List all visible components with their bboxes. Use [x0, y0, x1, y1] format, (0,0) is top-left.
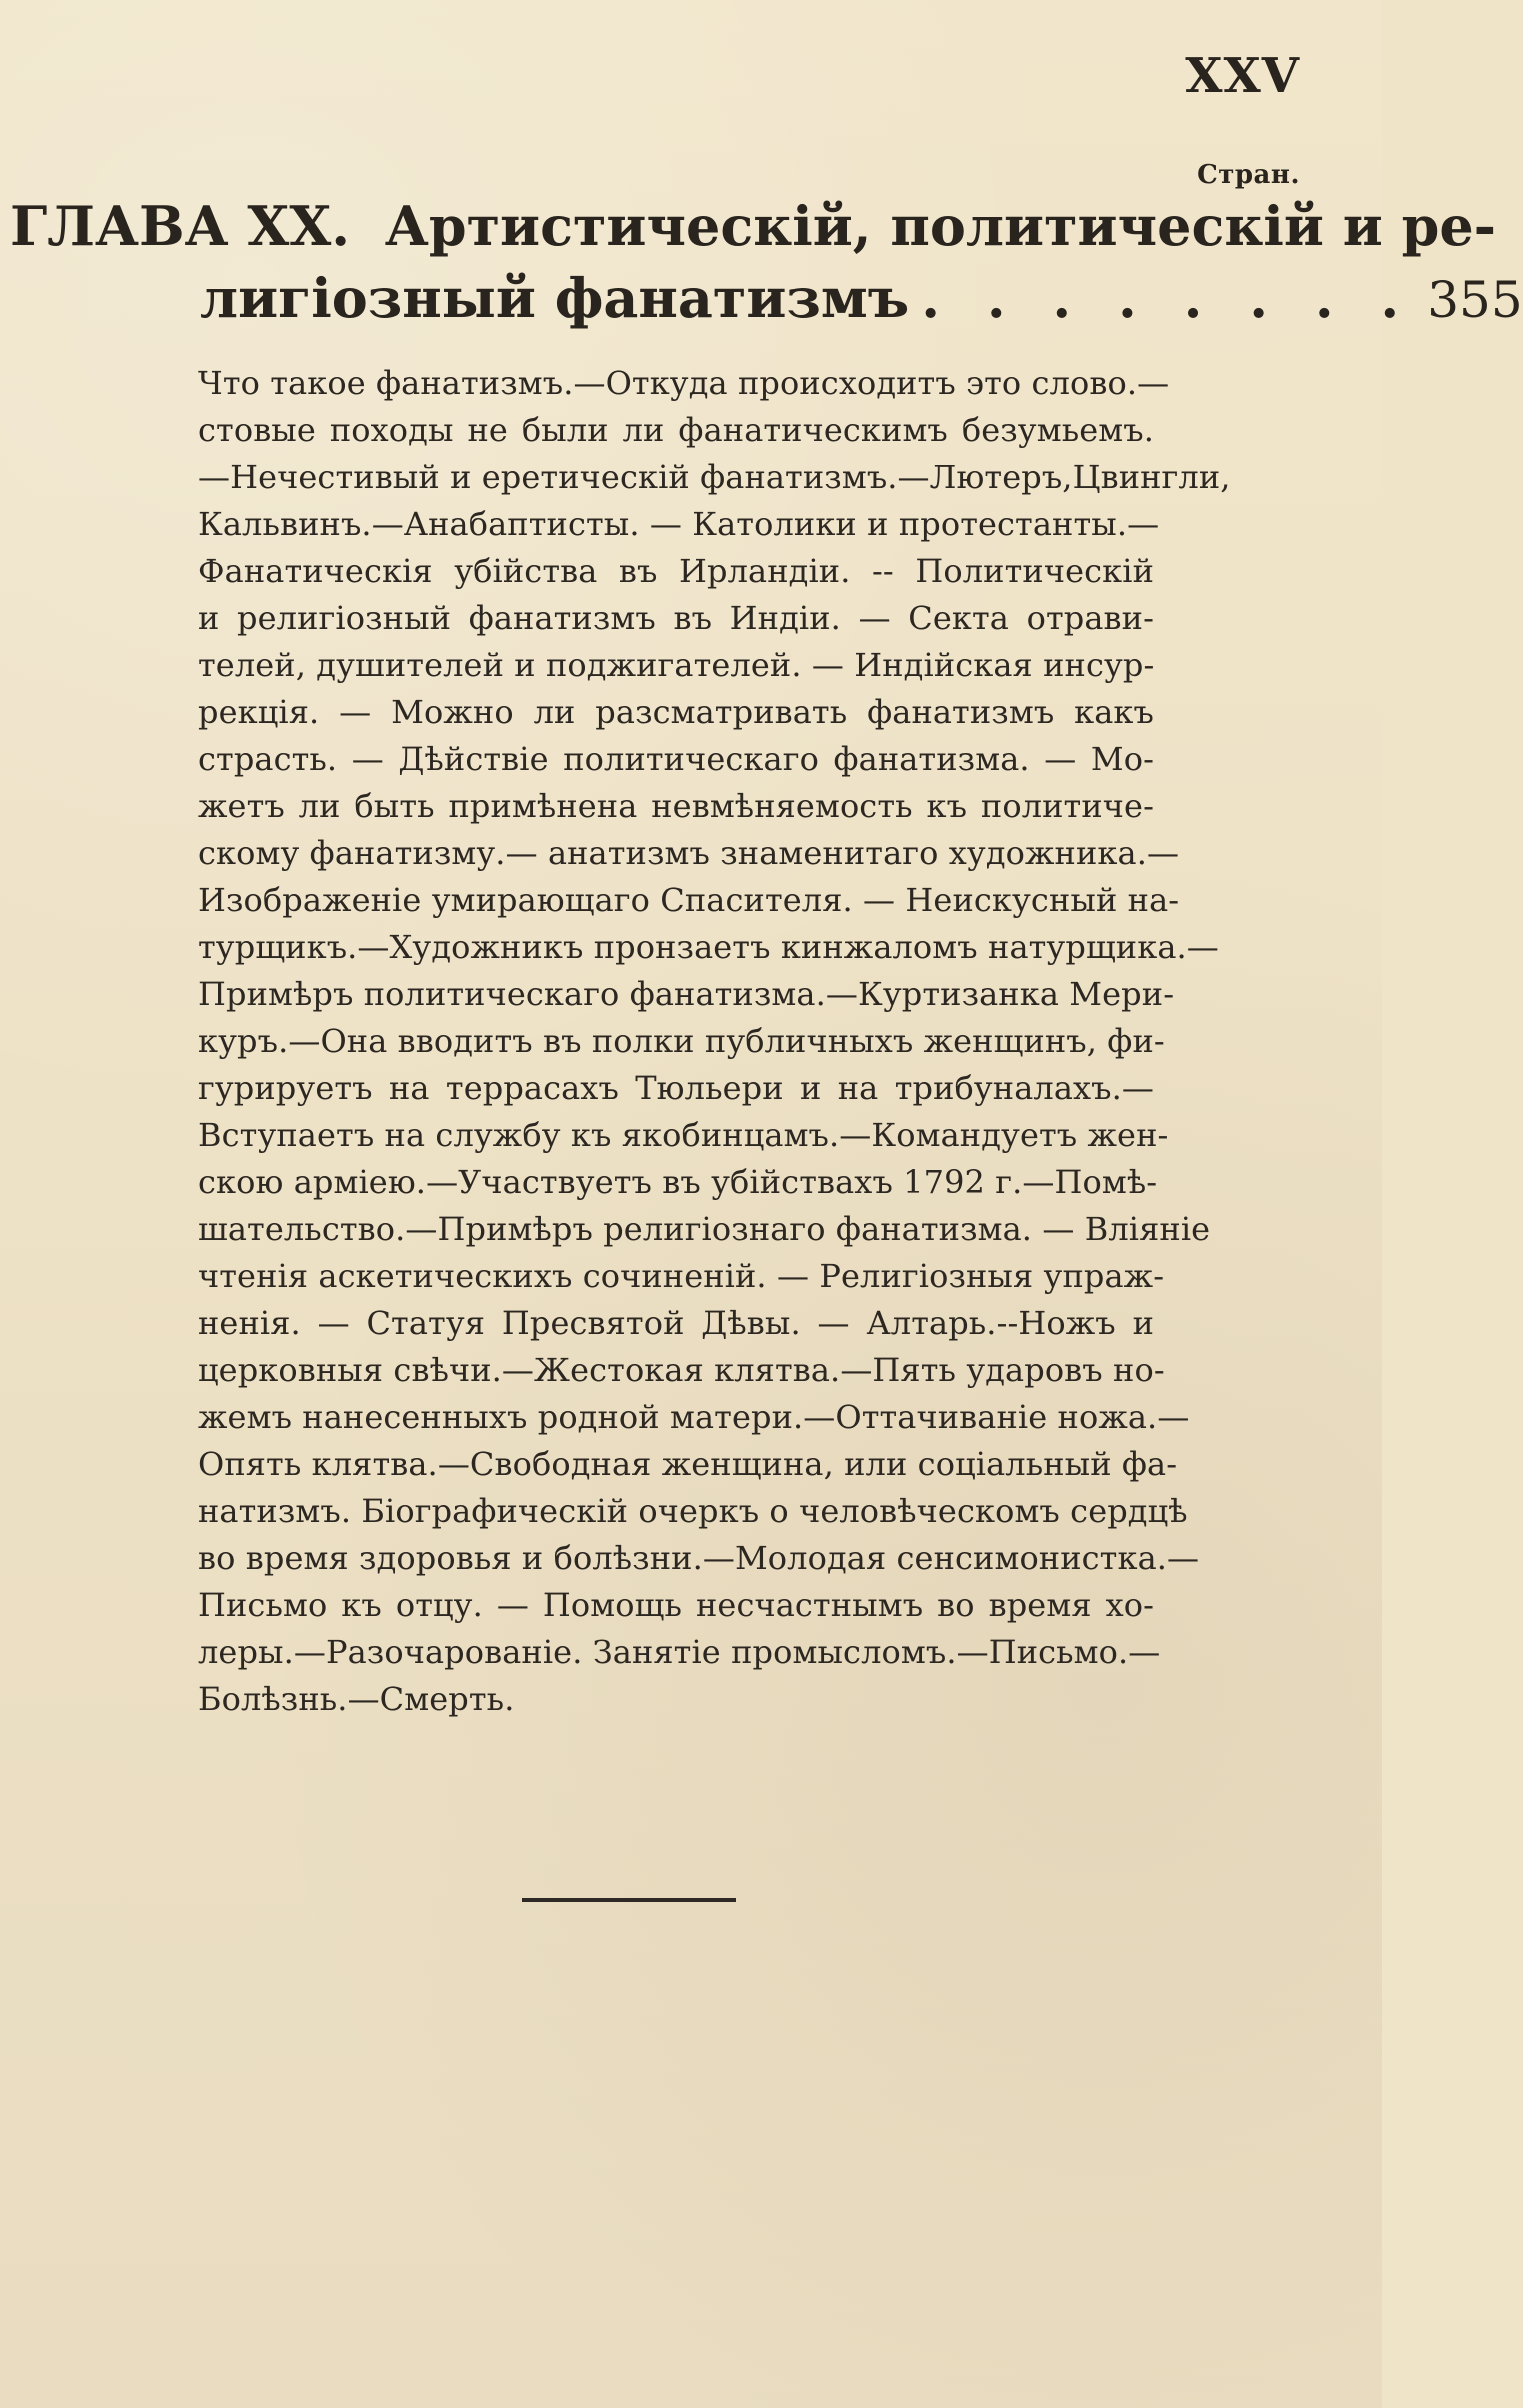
summary-line: Кальвинъ.—Анабаптисты. — Католики и протестанты.—	[198, 505, 1160, 543]
summary-line: Фанатическія убійства въ Ирландіи. -- Политическій	[198, 552, 1154, 590]
bleed-through-mark-left-2	[10, 1840, 22, 1880]
summary-line: гурируетъ на террасахъ Тюльери и на трибуналахъ.—	[198, 1069, 1154, 1107]
bleed-through-mark-top	[90, 130, 102, 170]
summary-line: —Нечестивый и еретическій фанатизмъ.—Лютеръ,Цвингли,	[198, 458, 1231, 496]
summary-line: страсть. — Дѣйствіе политическаго фанатизма. — Мо-	[198, 740, 1154, 778]
summary-line: и религіозный фанатизмъ въ Индіи. — Секта отрави-	[198, 599, 1154, 637]
summary-line: скою арміею.—Участвуетъ въ убійствахъ 1792 г.—Помѣ-	[198, 1163, 1158, 1201]
summary-line: турщикъ.—Художникъ пронзаетъ кинжаломъ натурщика.—	[198, 928, 1219, 966]
summary-line: скому фанатизму.— анатизмъ знаменитаго художника.—	[198, 834, 1180, 872]
chapter-title-line-2: лигіозный фанатизмъ	[200, 266, 910, 330]
section-divider	[522, 1898, 736, 1902]
summary-line: Примѣръ политическаго фанатизма.—Куртизанка Мери-	[198, 975, 1175, 1013]
chapter-heading-line-1	[10, 190, 1497, 262]
chapter-label: ГЛАВА XX.	[10, 194, 351, 258]
summary-line: леры.—Разочарованіе. Занятіе промысломъ.—Письмо.—	[198, 1633, 1161, 1671]
summary-line: церковныя свѣчи.—Жестокая клятва.—Пять ударовъ но-	[198, 1351, 1165, 1389]
summary-line: ненія. — Статуя Пресвятой Дѣвы. — Алтарь.--Ножъ и	[198, 1304, 1154, 1342]
leader-dots: . . . . . . . .	[921, 266, 1414, 330]
summary-line: жетъ ли быть примѣнена невмѣняемость къ политиче-	[198, 787, 1154, 825]
chapter-heading	[10, 190, 1523, 336]
summary-line: телей, душителей и поджигателей. — Индійская инсур-	[198, 646, 1155, 684]
chapter-page-reference: 355	[1427, 271, 1523, 329]
summary-line: во время здоровья и болѣзни.—Молодая сенсимонистка.—	[198, 1539, 1200, 1577]
summary-line: Письмо къ отцу. — Помощь несчастнымъ во время хо-	[198, 1586, 1154, 1624]
summary-line: натизмъ. Біографическій очеркъ о человѣческомъ сердцѣ	[198, 1492, 1188, 1530]
chapter-summary	[198, 360, 1231, 1723]
chapter-title-line-1: Артистическій, политическій и ре-	[384, 194, 1497, 258]
summary-line: чтенія аскетическихъ сочиненій. — Религіозныя упраж-	[198, 1257, 1165, 1295]
summary-line: стовые походы не были ли фанатическимъ безумьемъ.	[198, 411, 1154, 449]
summary-line: куръ.—Она вводитъ въ полки публичныхъ женщинъ, фи-	[198, 1022, 1165, 1060]
bleed-through-mark-left-1	[10, 840, 22, 880]
summary-line: рекція. — Можно ли разсматривать фанатизмъ какъ	[198, 693, 1154, 731]
summary-line: шательство.—Примѣръ религіознаго фанатизма. — Вліяніе	[198, 1210, 1211, 1248]
summary-line: Вступаетъ на службу къ якобинцамъ.—Командуетъ жен-	[198, 1116, 1169, 1154]
chapter-heading-line-2	[200, 262, 1523, 336]
summary-line: жемъ нанесенныхъ родной матери.—Оттачиваніе ножа.—	[198, 1398, 1190, 1436]
page-number: XXV	[1185, 48, 1300, 104]
summary-line: Опять клятва.—Свободная женщина, или соціальный фа-	[198, 1445, 1178, 1483]
summary-line: Изображеніе умирающаго Спасителя. — Неискусный на-	[198, 881, 1180, 919]
page-column-label: Стран.	[1197, 160, 1300, 190]
summary-line: Болѣзнь.—Смерть.	[198, 1680, 515, 1718]
summary-line: Что такое фанатизмъ.—Откуда происходитъ это слово.—	[198, 364, 1170, 402]
